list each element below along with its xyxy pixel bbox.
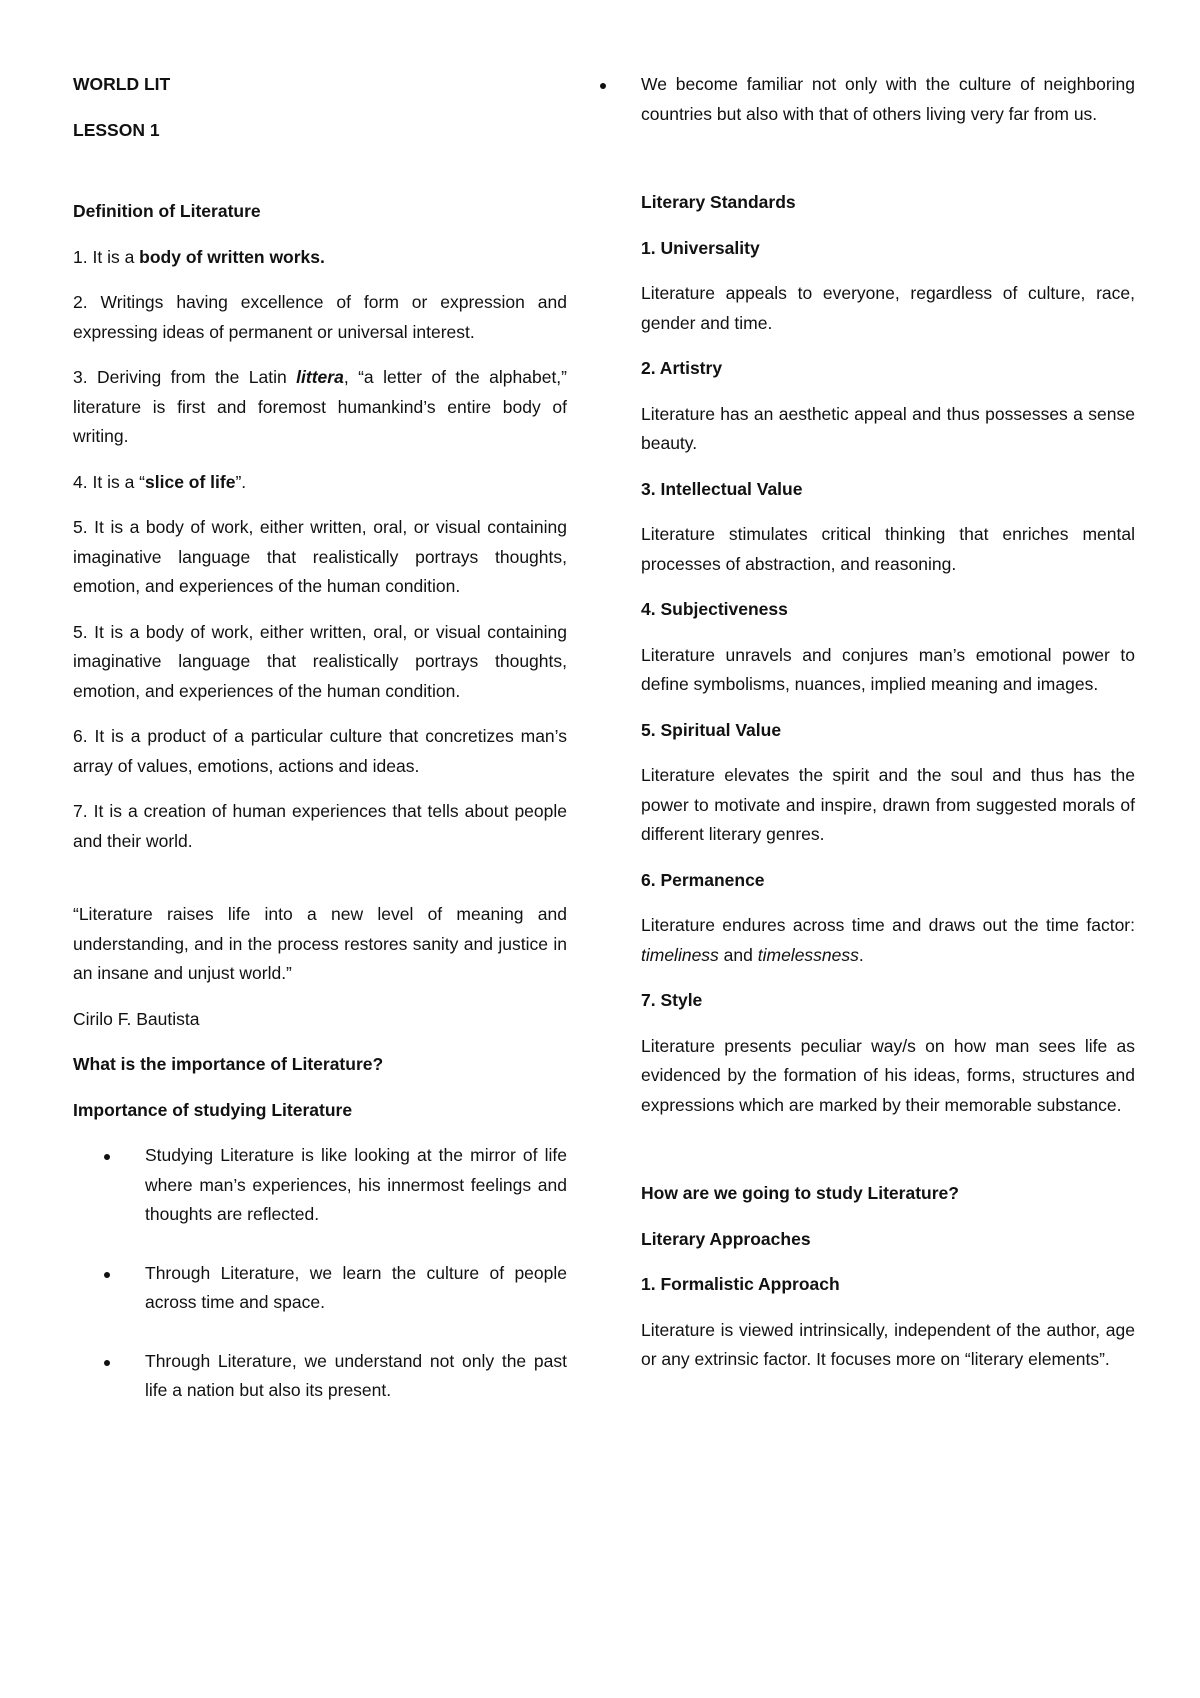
standard-text-4: Literature unravels and conjures man’s emotional power to define symbolisms, nuances, implied meaning and images. [641,644,1135,694]
importance-list-continued [569,70,1135,129]
course-title: WORLD LIT [73,74,171,94]
approach-text-1: Literature is viewed intrinsically, independent of the author, age or any extrinsic factor. It focuses more on “literary elements”. [641,1319,1135,1369]
bullet-icon [104,1360,110,1366]
study-question: How are we going to study Literature? [641,1183,959,1203]
list-item: Studying Literature is like looking at the mirror of life where man’s experiences, his innermost feelings and thoughts are reflected. [73,1141,567,1230]
definition-item-2: 2. Writings having excellence of form or expression and expressing ideas of permanent or universal interest. [73,292,568,342]
standard-title-5: 5. Spiritual Value [641,719,782,740]
standard-title-2: 2. Artistry [641,358,723,378]
left-column [73,0,567,1406]
definition-heading: Definition of Literature [73,201,261,221]
bullet-icon [104,1272,110,1278]
standard-text-6: Literature endures across time and draws out the time factor: timeliness and timelessness. [641,915,1135,965]
list-item: Through Literature, we learn the culture of people across time and space. [73,1259,567,1318]
definition-item-5b: 5. It is a body of work, either written, oral, or visual containing imaginative language that realistically portrays thoughts, emotion, and experiences of the human condition. [73,621,567,701]
standards-heading: Literary Standards [641,192,796,212]
standard-title-4: 4. Subjectiveness [641,599,788,619]
standard-text-1: Literature appeals to everyone, regardless of culture, race, gender and time. [641,283,1135,333]
list-item: We become familiar not only with the culture of neighboring countries but also with that of others living very far from us. [569,70,1135,129]
definition-item-6: 6. It is a product of a particular culture that concretizes man’s array of values, emotions, actions and ideas. [73,726,567,776]
importance-question: What is the importance of Literature? [73,1054,384,1074]
approaches-heading: Literary Approaches [641,1228,811,1249]
standard-text-3: Literature stimulates critical thinking that enriches mental processes of abstraction, and reasoning. [641,524,1135,574]
importance-list [73,1141,567,1406]
list-item: Through Literature, we understand not only the past life a nation but also its present. [73,1347,567,1406]
definition-item-1: 1. It is a body of written works. [73,246,325,267]
standard-text-7: Literature presents peculiar way/s on how man sees life as evidenced by the formation of his ideas, forms, structures and expressions which are marked by their memorable substance. [641,1035,1135,1115]
standard-title-3: 3. Intellectual Value [641,478,803,499]
standard-title-1: 1. Universality [641,237,760,258]
definition-item-4: 4. It is a “slice of life”. [73,471,247,492]
quote-author: Cirilo F. Bautista [73,1008,200,1029]
standard-text-2: Literature has an aesthetic appeal and thus possesses a sense beauty. [641,403,1135,453]
definition-item-5a: 5. It is a body of work, either written, oral, or visual containing imaginative language that realistically portrays thoughts, emotion, and experiences of the human condition. [73,517,567,596]
importance-heading: Importance of studying Literature [73,1099,353,1120]
right-column [641,0,1135,1375]
bullet-icon [104,1154,110,1160]
standard-title-6: 6. Permanence [641,869,765,890]
quote-text: “Literature raises life into a new level of meaning and understanding, and in the process restores sanity and justice in an insane and unjust world.” [73,904,567,983]
bullet-icon [600,83,606,89]
standard-text-5: Literature elevates the spirit and the soul and thus has the power to motivate and inspire, drawn from suggested morals of different literary genres. [641,765,1135,844]
approach-title-1: 1. Formalistic Approach [641,1274,840,1294]
definition-item-7: 7. It is a creation of human experiences that tells about people and their world. [73,801,567,851]
standard-title-7: 7. Style [641,990,703,1010]
lesson-title: LESSON 1 [73,119,160,140]
definition-item-3: 3. Deriving from the Latin littera, “a letter of the alphabet,” literature is first and foremost humankind’s entire body of writing. [73,367,567,446]
